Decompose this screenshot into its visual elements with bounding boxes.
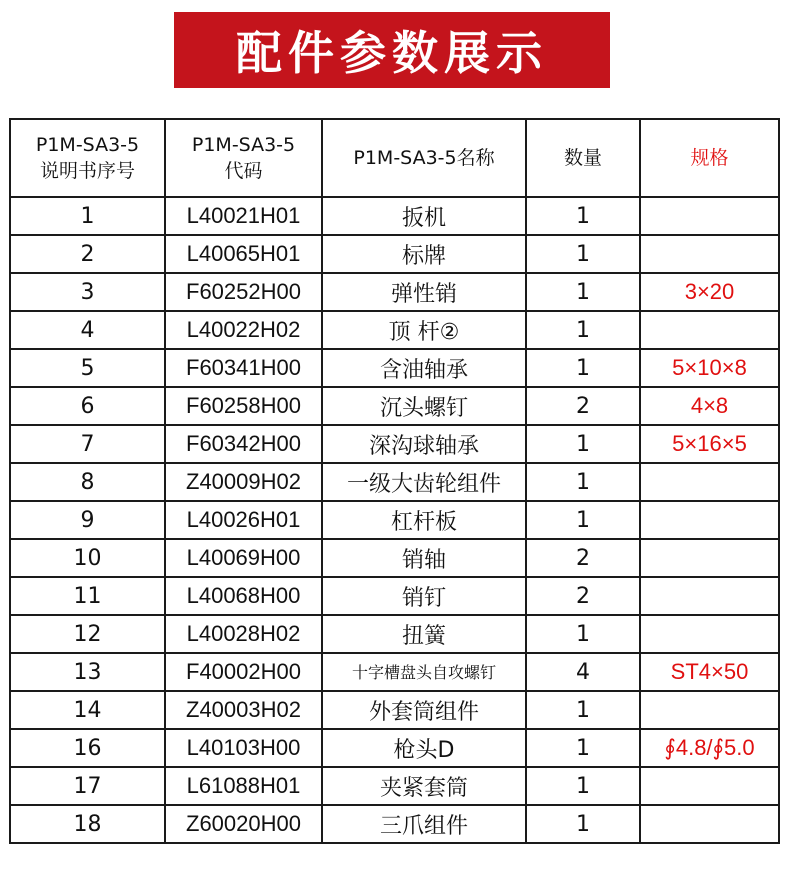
cell-name: 十字槽盘头自攻螺钉: [322, 653, 526, 691]
cell-qty: 1: [526, 501, 640, 539]
cell-code: L40065H01: [165, 235, 322, 273]
cell-name: 标牌: [322, 235, 526, 273]
cell-qty: 1: [526, 311, 640, 349]
table-row: [10, 197, 779, 235]
cell-seq: 2: [10, 235, 165, 273]
cell-seq: 18: [10, 805, 165, 843]
cell-spec: [640, 577, 779, 615]
table-row: [10, 691, 779, 729]
cell-code: F60258H00: [165, 387, 322, 425]
cell-code: Z60020H00: [165, 805, 322, 843]
cell-seq: 13: [10, 653, 165, 691]
cell-name: 销轴: [322, 539, 526, 577]
table-row: [10, 729, 779, 767]
cell-spec: 5×16×5: [640, 425, 779, 463]
cell-seq: 1: [10, 197, 165, 235]
table-body: [10, 197, 779, 843]
cell-qty: 2: [526, 577, 640, 615]
cell-name: 扭簧: [322, 615, 526, 653]
cell-seq: 5: [10, 349, 165, 387]
table-header-row: [10, 119, 779, 197]
table-row: [10, 501, 779, 539]
cell-code: L40103H00: [165, 729, 322, 767]
cell-qty: 1: [526, 691, 640, 729]
cell-name: 三爪组件: [322, 805, 526, 843]
cell-code: Z40003H02: [165, 691, 322, 729]
cell-qty: 1: [526, 729, 640, 767]
cell-code: L40026H01: [165, 501, 322, 539]
table-row: [10, 539, 779, 577]
cell-seq: 6: [10, 387, 165, 425]
cell-seq: 8: [10, 463, 165, 501]
table-row: [10, 387, 779, 425]
cell-name: 杠杆板: [322, 501, 526, 539]
cell-name: 含油轴承: [322, 349, 526, 387]
cell-name: 外套筒组件: [322, 691, 526, 729]
cell-name: 扳机: [322, 197, 526, 235]
cell-spec: [640, 235, 779, 273]
cell-code: L40068H00: [165, 577, 322, 615]
cell-spec: ST4×50: [640, 653, 779, 691]
cell-seq: 9: [10, 501, 165, 539]
cell-spec: [640, 615, 779, 653]
cell-code: L40069H00: [165, 539, 322, 577]
cell-code: F40002H00: [165, 653, 322, 691]
cell-name: 弹性销: [322, 273, 526, 311]
cell-spec: 4×8: [640, 387, 779, 425]
cell-code: F60341H00: [165, 349, 322, 387]
cell-code: Z40009H02: [165, 463, 322, 501]
parts-table: [9, 118, 780, 844]
table-row: [10, 615, 779, 653]
cell-seq: 17: [10, 767, 165, 805]
cell-spec: ∮4.8/∮5.0: [640, 729, 779, 767]
cell-spec: [640, 767, 779, 805]
table-row: [10, 311, 779, 349]
cell-spec: 3×20: [640, 273, 779, 311]
cell-spec: [640, 805, 779, 843]
cell-name: 深沟球轴承: [322, 425, 526, 463]
table-row: [10, 463, 779, 501]
table-row: [10, 577, 779, 615]
cell-name: 销钉: [322, 577, 526, 615]
cell-name: 顶 杆②: [322, 311, 526, 349]
cell-name: 一级大齿轮组件: [322, 463, 526, 501]
table-row: [10, 767, 779, 805]
cell-spec: [640, 463, 779, 501]
cell-seq: 14: [10, 691, 165, 729]
cell-seq: 10: [10, 539, 165, 577]
cell-code: F60252H00: [165, 273, 322, 311]
cell-name: 夹紧套筒: [322, 767, 526, 805]
cell-seq: 4: [10, 311, 165, 349]
cell-name: 枪头D: [322, 729, 526, 767]
table-row: [10, 273, 779, 311]
cell-seq: 16: [10, 729, 165, 767]
cell-code: F60342H00: [165, 425, 322, 463]
cell-code: L61088H01: [165, 767, 322, 805]
header-name: P1M-SA3-5名称: [322, 119, 526, 197]
cell-qty: 2: [526, 387, 640, 425]
cell-qty: 1: [526, 425, 640, 463]
cell-code: L40021H01: [165, 197, 322, 235]
cell-spec: [640, 501, 779, 539]
cell-qty: 1: [526, 235, 640, 273]
header-seq: P1M-SA3-5 说明书序号: [10, 119, 165, 197]
cell-name: 沉头螺钉: [322, 387, 526, 425]
cell-qty: 4: [526, 653, 640, 691]
cell-qty: 2: [526, 539, 640, 577]
cell-qty: 1: [526, 615, 640, 653]
header-code: P1M-SA3-5 代码: [165, 119, 322, 197]
cell-seq: 11: [10, 577, 165, 615]
cell-qty: 1: [526, 767, 640, 805]
cell-spec: [640, 197, 779, 235]
table-row: [10, 235, 779, 273]
cell-qty: 1: [526, 463, 640, 501]
cell-code: L40028H02: [165, 615, 322, 653]
cell-seq: 3: [10, 273, 165, 311]
table-row: [10, 425, 779, 463]
cell-spec: [640, 311, 779, 349]
cell-seq: 12: [10, 615, 165, 653]
cell-qty: 1: [526, 805, 640, 843]
table-row: [10, 349, 779, 387]
cell-spec: [640, 691, 779, 729]
cell-qty: 1: [526, 197, 640, 235]
cell-spec: [640, 539, 779, 577]
page-title: 配件参数展示: [236, 26, 548, 80]
table-row: [10, 805, 779, 843]
cell-seq: 7: [10, 425, 165, 463]
header-qty: 数量: [526, 119, 640, 197]
cell-qty: 1: [526, 349, 640, 387]
cell-spec: 5×10×8: [640, 349, 779, 387]
page-title-banner: [174, 12, 610, 88]
cell-qty: 1: [526, 273, 640, 311]
header-spec: 规格: [640, 119, 779, 197]
cell-code: L40022H02: [165, 311, 322, 349]
table-row: [10, 653, 779, 691]
